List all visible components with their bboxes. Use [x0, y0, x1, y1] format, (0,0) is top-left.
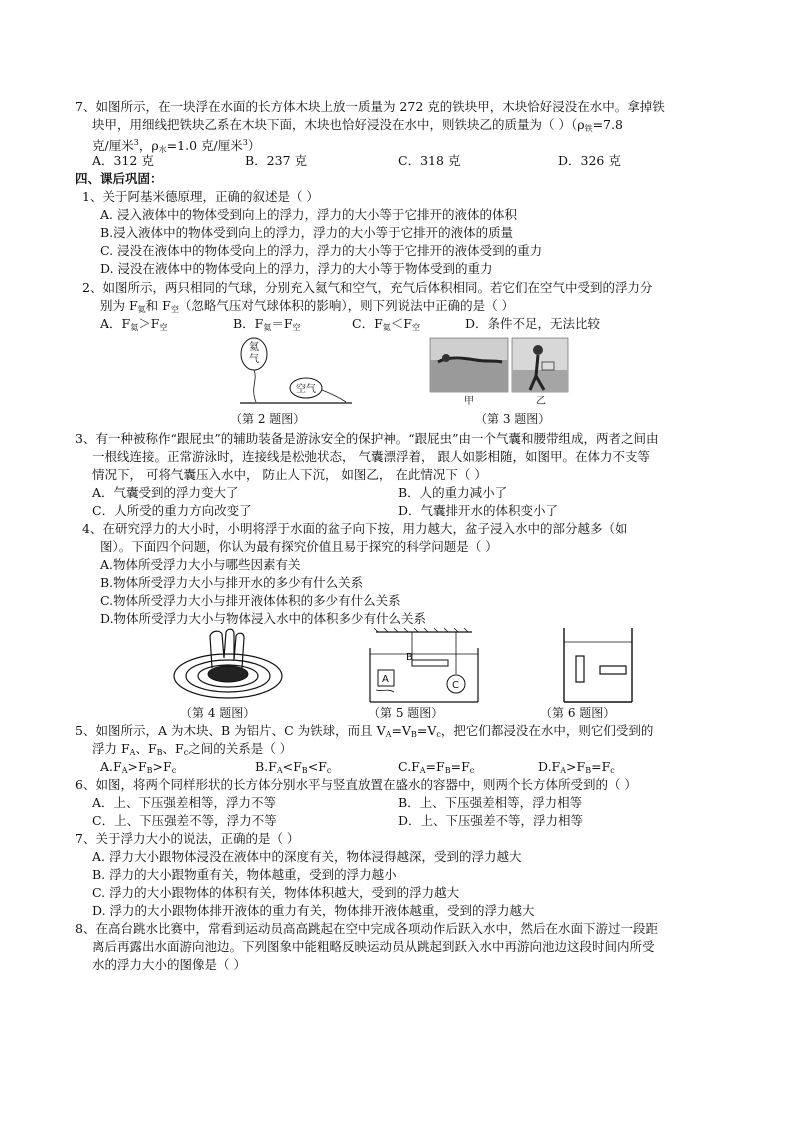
q3-line3: 情况下， 可将气囊压入水中， 防止人下沉， 如图乙， 在此情况下（ ）: [92, 467, 487, 482]
fig3-swimmer-photos: [430, 338, 568, 410]
q4-line2: 图）。下面四个问题，你认为最有探究价值且易于探究的科学问题是（ ）: [100, 539, 498, 554]
fig5-label-c: C: [452, 680, 459, 691]
q3-line1: 3、有一种被称作“跟屁虫”的辅助装备是游泳安全的保护神。“跟屁虫”由一个气囊和腰带组成，两者之间由: [75, 431, 659, 446]
fig6-caption: （第 6 题图）: [540, 706, 616, 720]
q2-option-d: D．条件不足，无法比较: [465, 316, 601, 331]
q5-option-c: $C.F_A=F_B=F_c$: [398, 759, 475, 775]
q8-line3: 水的浮力大小的图像是（ ）: [92, 957, 246, 972]
q7-stem: 7、关于浮力大小的说法，正确的是（ ）: [75, 831, 300, 846]
prev-q7-line3: 克/厘米$^3$，$\rho_水=1.0$ 克/厘米$^3$）: [92, 138, 261, 154]
q1-option-c: C. 浸没在液体中的物体受向上的浮力，浮力的大小等于它排开的液体受到的重力: [100, 243, 543, 258]
fig2-label-he-2: 气: [249, 354, 259, 365]
q4-option-a: A.物体所受浮力大小与哪些因素有关: [100, 557, 301, 572]
q3-option-b: B．人的重力减小了: [398, 485, 508, 500]
prev-q7-line2: 块甲，用细线把铁块乙系在木块下面，木块也恰好浸没在水中，则铁块乙的质量为（ ）（$\rho_铁=7.8$: [92, 117, 623, 133]
q1-option-b: B.浸入液体中的物体受到向上的浮力，浮力的大小等于它排开的液体的质量: [100, 225, 514, 240]
q8-line1: 8、在高台跳水比赛中，常看到运动员高高跳起在空中完成各项动作后跃入水中，然后在水面下游过一段距: [75, 921, 658, 936]
q7-option-a: A. 浮力大小跟物体浸没在液体中的深度有关，物体浸得越深，受到的浮力越大: [92, 849, 522, 864]
q4-line1: 4、在研究浮力的大小时，小明将浮于水面的盆子向下按，用力越大，盆子浸入水中的部分越多（如: [82, 521, 628, 536]
fig5-caption: （第 5 题图）: [368, 706, 444, 720]
fig4-basin-diagram: [172, 628, 284, 704]
fig3-label-yi: 乙: [536, 396, 546, 407]
fig5-objects-in-water: [368, 630, 486, 704]
q7-option-c: C. 浮力的大小跟物体的体积有关，物体体积越大，受到的浮力越大: [92, 885, 460, 900]
fig5-label-a: A: [382, 674, 389, 685]
q3-option-a: A．气囊受到的浮力变大了: [92, 485, 239, 500]
prev-q7-option-c: C．318 克: [398, 153, 461, 168]
fig2-balloons-diagram: [228, 336, 358, 408]
prev-q7-line1: 7、如图所示，在一块浮在水面的长方体木块上放一质量为 272 克的铁块甲，木块恰好浸没在水中。拿掉铁: [75, 99, 665, 114]
q2-line2: 别为 $F_氦$和 $F_空$（忽略气压对气球体积的影响），则下列说法中正确的是（ ）: [100, 298, 515, 314]
q6-stem: 6、如图，将两个同样形状的长方体分别水平与竖直放置在盛水的容器中，则两个长方体所受到的（ ）: [75, 777, 637, 792]
q6-option-c: C．上、下压强差不等，浮力不等: [92, 813, 277, 828]
q1-option-d: D. 浸没在液体中的物体受向上的浮力，浮力的大小等于物体受到的重力: [100, 261, 493, 276]
q4-option-d: D.物体所受浮力大小与物体浸入水中的体积多少有什么关系: [100, 611, 427, 626]
q3-option-d: D．气囊排开水的体积变小了: [398, 503, 559, 518]
q4-option-c: C.物体所受浮力大小与排开液体体积的多少有什么关系: [100, 593, 401, 608]
prev-q7-option-a: A．312 克: [92, 153, 154, 168]
fig2-label-he-1: 氦: [249, 342, 259, 353]
fig6-container-diagram: [550, 628, 642, 704]
prev-q7-option-b: B．237 克: [245, 153, 308, 168]
prev-q7-option-d: D．326 克: [558, 153, 621, 168]
q2-option-a: A．$F_氦>F_空$: [100, 316, 168, 332]
q2-option-b: B．$F_氦=F_空$: [233, 316, 301, 332]
q6-option-d: D．上、下压强差不等，浮力相等: [398, 813, 584, 828]
q4-option-b: B.物体所受浮力大小与排开水的多少有什么关系: [100, 575, 364, 590]
section-title: 四、课后巩固：: [75, 171, 163, 186]
fig3-caption: （第 3 题图）: [475, 412, 551, 426]
q3-line2: 一根线连接。正常游泳时，连接线是松弛状态， 气囊漂浮着， 跟人如影相随，如图甲。在体力不支等: [92, 449, 650, 464]
q3-option-c: C．人所受的重力方向改变了: [92, 503, 252, 518]
q7-option-d: D. 浮力的大小跟物体排开液体的重力有关，物体排开液体越重，受到的浮力越大: [92, 903, 535, 918]
q1-option-a: A. 浸入液体中的物体受到向上的浮力，浮力的大小等于它排开的液体的体积: [100, 207, 517, 222]
q5-line1: 5、如图所示，A 为木块、B 为铝片、C 为铁球，而且 $V_A=V_B=V_c$，把它们都浸没在水中，则它们受到的: [75, 723, 654, 739]
q8-line2: 离后再露出水面游向池边。下列图象中能粗略反映运动员从跳起到跃入水中再游向池边这段时间内所受: [92, 939, 655, 954]
fig2-caption: （第 2 题图）: [230, 412, 306, 426]
q5-option-d: $D.F_A>F_B=F_c$: [538, 759, 615, 775]
fig4-caption: （第 4 题图）: [180, 706, 256, 720]
fig5-label-b: B: [406, 652, 413, 663]
q6-option-a: A．上、下压强差相等，浮力不等: [92, 795, 277, 810]
q2-line1: 2、如图所示，两只相同的气球，分别充入氦气和空气，充气后体积相同。若它们在空气中受到的浮力分: [82, 280, 653, 295]
q2-option-c: C．$F_氦<F_空$: [352, 316, 420, 332]
q5-line2: 浮力 $F_A$、$F_B$、$F_c$之间的关系是（ ）: [92, 741, 293, 757]
fig3-label-jia: 甲: [464, 396, 474, 407]
q5-option-a: $A.F_A>F_B>F_c$: [100, 759, 177, 775]
q6-option-b: B．上、下压强差相等，浮力相等: [398, 795, 583, 810]
q5-option-b: $B.F_A<F_B<F_c$: [255, 759, 332, 775]
fig2-label-air: 空气: [296, 384, 316, 395]
q7-option-b: B. 浮力的大小跟物重有关，物体越重，受到的浮力越小: [92, 867, 397, 882]
q1-stem: 1、关于阿基米德原理，正确的叙述是（ ）: [82, 189, 319, 204]
